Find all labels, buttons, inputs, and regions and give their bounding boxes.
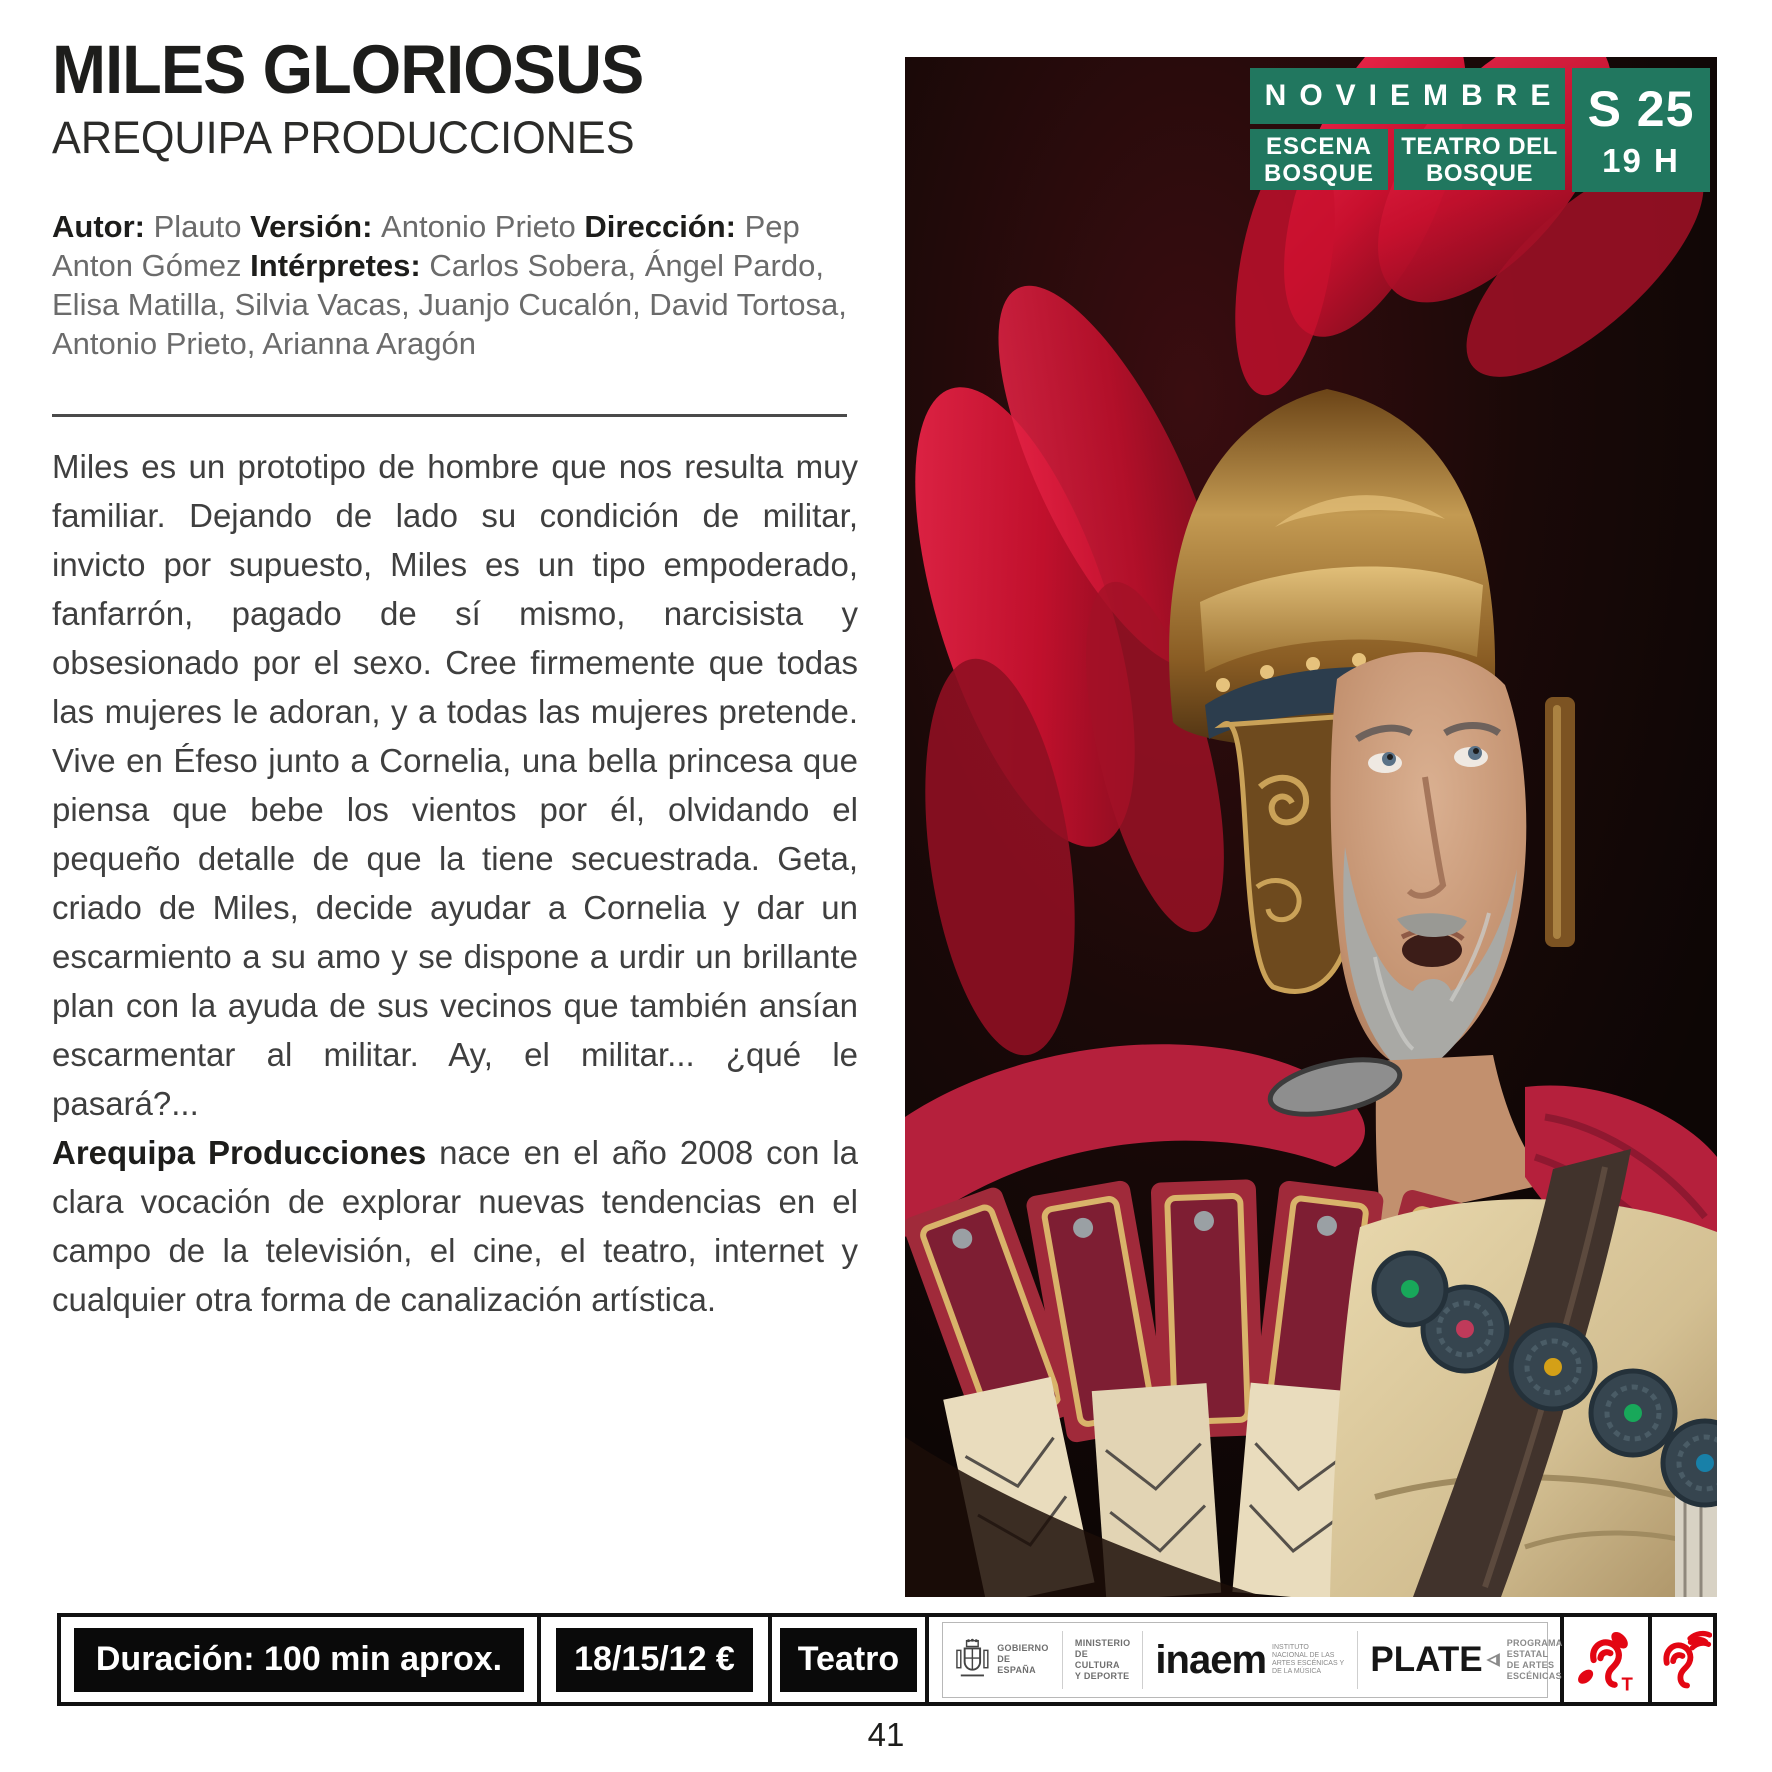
company-text: nace en el año 2008 con la clara vocación de explorar nuevas tendencias en el campo de la televisión, el cine, el teatro, internet y cualquier otra forma de canalización artística. [52, 1134, 858, 1318]
day-label: S 25 [1587, 80, 1695, 137]
credit-label-version: Versión: [250, 209, 382, 244]
inaem-logo [1143, 1631, 1358, 1689]
ministry-label-2: DE CULTURA [1074, 1648, 1120, 1670]
ministry-label-1: MINISTERIO [1074, 1637, 1131, 1648]
theatre-line1: TEATRO DEL [1401, 132, 1558, 160]
genre-badge: Teatro [780, 1628, 917, 1692]
credit-value-version: Antonio Prieto [381, 209, 585, 244]
credits [52, 207, 858, 363]
platea-sub-2: DE ARTES ESCÉNICAS [1506, 1659, 1562, 1681]
credit-value-autor: Plauto [153, 209, 251, 244]
program-tag [1250, 129, 1388, 190]
theatre-tag [1394, 129, 1565, 190]
assistive-listening-icon [1654, 1626, 1712, 1694]
production-photo [905, 57, 1717, 1597]
program-line2: BOSQUE [1263, 159, 1374, 187]
info-bar [57, 1613, 1717, 1706]
hearing-loop-cell [1564, 1617, 1652, 1702]
credit-value-interpretes: Carlos Sobera, Ángel Pardo, Elisa Matilla, Silvia Vacas, Juanjo Cucalón, David Tortosa, Antonio Prieto, Arianna Aragón [52, 248, 847, 361]
company-lead: Arequipa Producciones [52, 1134, 427, 1171]
prices-badge: 18/15/12 € [556, 1628, 753, 1692]
platea-sub-1: PROGRAMA ESTATAL [1506, 1637, 1563, 1659]
svg-text:T: T [1621, 1672, 1633, 1694]
synopsis-block [52, 442, 858, 1324]
program-line1: ESCENA [1265, 132, 1372, 160]
under-flaps [905, 1377, 1365, 1597]
page-title: MILES GLORIOSUS [52, 31, 644, 108]
time-label: 19 H [1602, 141, 1680, 179]
credit-value-direccion: Pep Anton Gómez [52, 209, 800, 283]
company-name: AREQUIPA PRODUCCIONES [52, 112, 635, 163]
platea-wordmark: PLATE [1370, 1640, 1483, 1679]
assistive-listening-cell [1652, 1617, 1713, 1702]
duration-badge: Duración: 100 min aprox. [74, 1628, 524, 1692]
platea-a-icon [1485, 1647, 1501, 1673]
sponsors-cell [929, 1617, 1564, 1702]
synopsis-paragraph: Miles es un prototipo de hombre que nos resulta muy familiar. Dejando de lado su condición de militar, invicto por supuesto, Miles es un tipo empoderado, fanfarrón, pagado de sí mismo, narcisista y obsesionado por el sexo. Cree firmemente que todas las mujeres le adoran, y a todas las mujeres pretende. Vive en Éfeso junto a Cornelia, una bella princesa que piensa que bebe los vientos por él, olvidando el pequeño detalle de que la tiene secuestrada. Geta, criado de Miles, decide ayudar a Cornelia y dar un escarmiento a su amo y se dispone a urdir un brillante plan con la ayuda de sus vecinos que también ansían escarmentar al militar. Ay, el militar... ¿qué le pasará?... [52, 448, 858, 1122]
platea-logo [1358, 1631, 1584, 1689]
credit-label-direccion: Dirección: [584, 209, 745, 244]
date-time-tag [1572, 68, 1710, 192]
genre-cell [772, 1617, 929, 1702]
government-label-1: GOBIERNO [997, 1643, 1049, 1653]
inaem-sub-label: INSTITUTO NACIONAL DE LAS ARTES ESCÉNICAS Y DE LA MÚSICA [1272, 1643, 1345, 1675]
ministry-logo [1063, 1631, 1144, 1689]
divider-rule [52, 414, 847, 417]
government-logo [943, 1631, 1063, 1689]
company-paragraph [52, 1128, 858, 1324]
sponsor-logos [942, 1622, 1563, 1698]
ministry-label-3: Y DEPORTE [1074, 1670, 1130, 1681]
inaem-wordmark: inaem [1155, 1637, 1267, 1682]
theatre-line2: BOSQUE [1425, 159, 1533, 187]
prices-cell [541, 1617, 772, 1702]
government-label-2: DE ESPAÑA [997, 1654, 1036, 1675]
credit-label-autor: Autor: [52, 209, 154, 244]
spain-coat-of-arms-icon [955, 1638, 990, 1682]
duration-cell [61, 1617, 541, 1702]
hearing-loop-icon [1575, 1626, 1637, 1694]
credit-label-interpretes: Intérpretes: [250, 248, 430, 283]
month-tag: NOVIEMBRE [1250, 68, 1565, 124]
page-number: 41 [867, 1716, 905, 1753]
